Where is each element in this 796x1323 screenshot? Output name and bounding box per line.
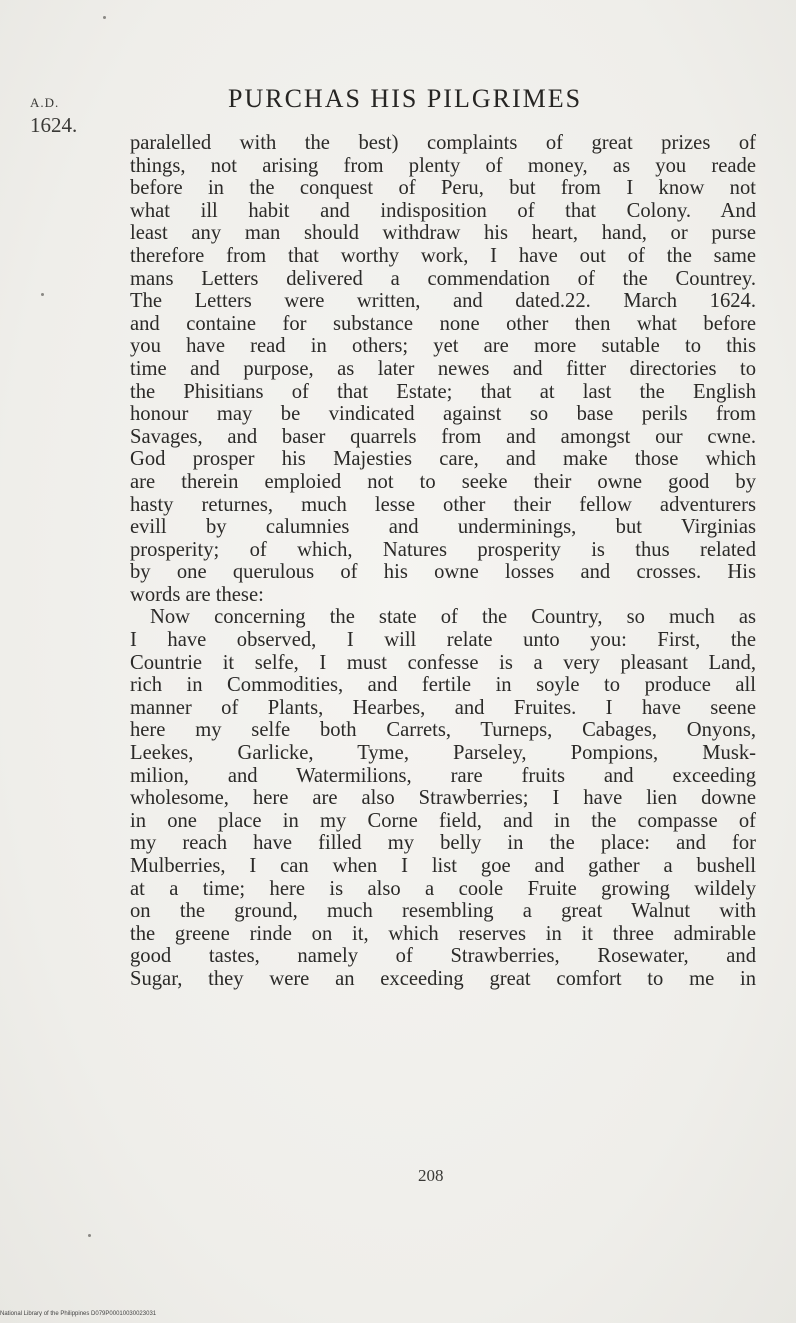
text-line: prosperity; of which, Natures prosperity is thus related <box>130 538 756 561</box>
text-line: here my selfe both Carrets, Turneps, Cabages, Onyons, <box>130 719 756 742</box>
text-line: on the ground, much resembling a great Walnut with <box>130 900 756 923</box>
text-line: words are these: <box>130 583 264 606</box>
paper-speck <box>88 1234 91 1237</box>
text-line: wholesome, here are also Strawberries; I have lien downe <box>130 787 756 810</box>
text-line: the Phisitians of that Estate; that at last the English <box>130 380 756 403</box>
text-line: what ill habit and indisposition of that Colony. And <box>130 199 756 222</box>
running-head: PURCHAS HIS PILGRIMES <box>228 84 583 113</box>
text-line: The Letters were written, and dated.22. March 1624. <box>130 290 756 313</box>
text-line: at a time; here is also a coole Fruite growing wildely <box>130 877 756 900</box>
text-line: the greene rinde on it, which reserves in it three admirable <box>130 922 756 945</box>
text-line: are therein emploied not to seeke their owne good by <box>130 470 756 493</box>
text-line: my reach have filled my belly in the place: and for <box>130 832 756 855</box>
text-line: Savages, and baser quarrels from and amongst our cwne. <box>130 425 756 448</box>
text-line: God prosper his Majesties care, and make those which <box>130 448 756 471</box>
text-line: therefore from that worthy work, I have out of the same <box>130 244 756 267</box>
text-line: in one place in my Corne field, and in the compasse of <box>130 809 756 832</box>
text-line: Leekes, Garlicke, Tyme, Parseley, Pompions, Musk- <box>130 742 756 765</box>
text-line: manner of Plants, Hearbes, and Fruites. I have seene <box>130 696 756 719</box>
text-line: hasty returnes, much lesse other their fellow adventurers <box>130 493 756 516</box>
margin-era: A.D. <box>30 95 60 110</box>
text-line: and containe for substance none other then what before <box>130 312 756 335</box>
text-line: least any man should withdraw his heart, hand, or purse <box>130 222 756 245</box>
text-line: I have observed, I will relate unto you: First, the <box>130 629 756 652</box>
text-line: before in the conquest of Peru, but from I know not <box>130 177 756 200</box>
text-line: Mulberries, I can when I list goe and gather a bushell <box>130 855 756 877</box>
text-line: by one querulous of his owne losses and crosses. His <box>130 561 756 584</box>
paper-speck <box>41 293 44 296</box>
text-line: time and purpose, as later newes and fitter directories to <box>130 357 756 380</box>
text-line: milion, and Watermilions, rare fruits and exceeding <box>130 764 756 787</box>
text-line: good tastes, namely of Strawberries, Rosewater, and <box>130 945 756 968</box>
text-line: paralelled with the best) complaints of great prizes of <box>130 132 756 154</box>
text-line: Countrie it selfe, I must confesse is a very pleasant Land, <box>130 651 756 674</box>
text-line: Now concerning the state of the Country, so much as <box>150 606 756 629</box>
text-line: things, not arising from plenty of money, as you reade <box>130 154 756 177</box>
page-number: 208 <box>418 1166 444 1185</box>
margin-year: 1624. <box>30 113 78 137</box>
paper-speck <box>103 16 106 19</box>
text-line: rich in Commodities, and fertile in soyle to produce all <box>130 674 756 697</box>
body-text <box>130 132 756 991</box>
text-line: honour may be vindicated against so base perils from <box>130 403 756 426</box>
text-line: mans Letters delivered a commendation of the Countrey. <box>130 267 756 290</box>
margin-date <box>30 92 100 136</box>
text-line: Sugar, they were an exceeding great comfort to me in <box>130 967 756 990</box>
text-line: you have read in others; yet are more sutable to this <box>130 335 756 358</box>
text-line: evill by calumnies and underminings, but Virginias <box>130 516 756 539</box>
footer-attribution: National Library of the Philippines D079P00010030023031 <box>0 1311 157 1317</box>
